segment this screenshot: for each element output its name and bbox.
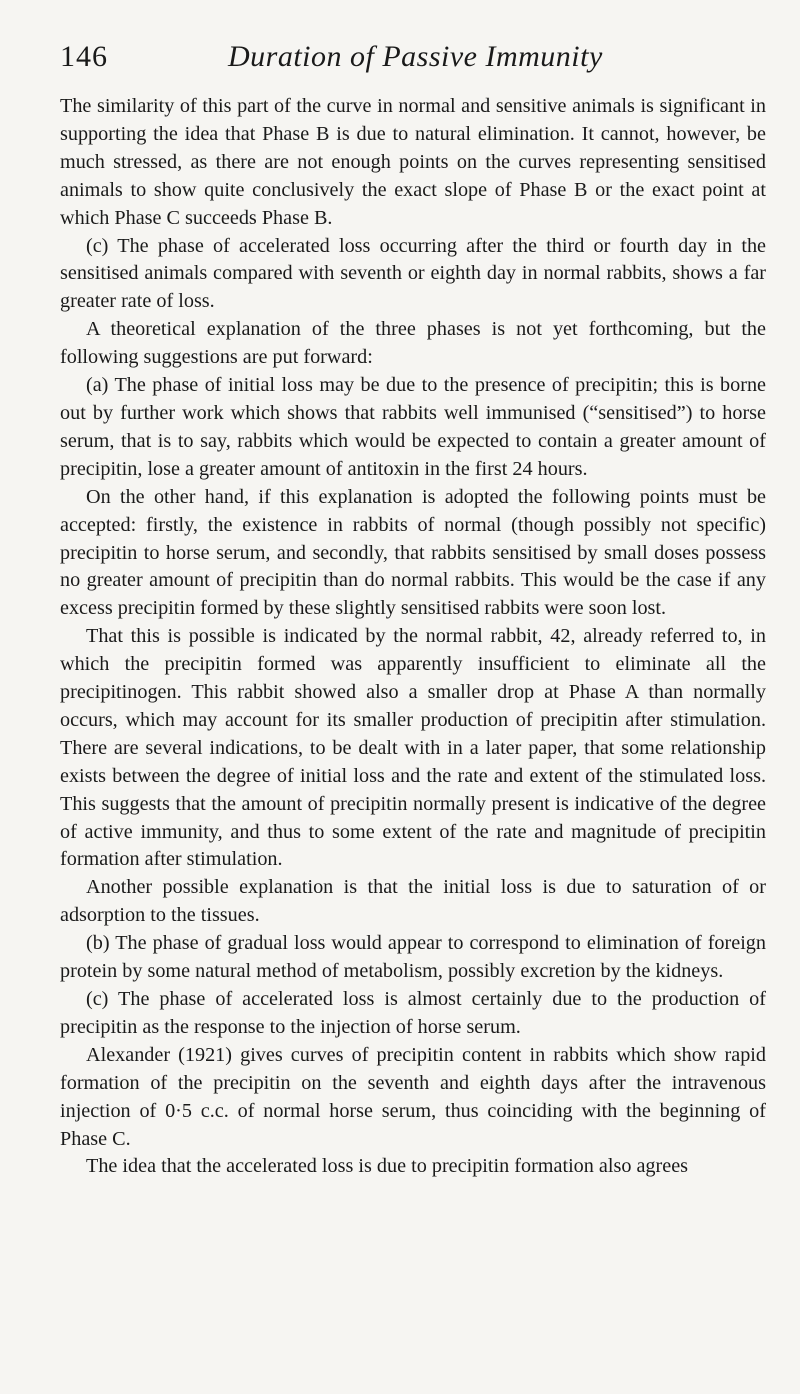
page-header [60, 40, 750, 80]
paragraph-11: The idea that the accelerated loss is due to precipitin formation also agrees [86, 1155, 689, 1178]
paragraph-5: On the other hand, if this explanation is adopted the following points must be accepted: firstly, the existence in rabbits of normal (though possibly not specific) precipitin to horse serum, and secondly, that rabbits sensitised by small doses possess no greater amount of precipitin than do normal rabbits. This would be the case if any excess precipitin formed by these slightly sensitised rabbits were soon lost. [60, 485, 766, 620]
paragraph-8: (b) The phase of gradual loss would appear to correspond to elimination of foreign protein by some natural method of metabolism, possibly excretion by the kidneys. [60, 932, 766, 983]
paragraph-4: (a) The phase of initial loss may be due to the presence of precipitin; this is borne out by further work which shows that rabbits well immunised (“sensitised”) to horse serum, that is to say, rabbits which would be expected to contain a greater amount of precipitin, lose a greater amount of antitoxin in the first 24 hours. [60, 374, 766, 480]
paragraph-1: The similarity of this part of the curve in normal and sensitive animals is significant in supporting the idea that Phase B is due to natural elimination. It cannot, however, be much stressed, as there are not enough points on the curves representing sensitised animals to show quite conclusively the exact slope of Phase B or the exact point at which Phase C succeeds Phase B. [60, 95, 766, 229]
paragraph-3: A theoretical explanation of the three phases is not yet forthcoming, but the following suggestions are put forward: [60, 318, 766, 369]
page-number: 146 [60, 40, 108, 73]
paragraph-2: (c) The phase of accelerated loss occurring after the third or fourth day in the sensitised animals compared with seventh or eighth day in normal rabbits, shows a far greater rate of loss. [60, 234, 766, 313]
body-text [60, 93, 766, 1181]
paragraph-7: Another possible explanation is that the initial loss is due to saturation of or adsorption to the tissues. [60, 876, 766, 927]
paragraph-9: (c) The phase of accelerated loss is almost certainly due to the production of precipitin as the response to the injection of horse serum. [60, 988, 766, 1038]
paragraph-6: That this is possible is indicated by the normal rabbit, 42, already referred to, in which the precipitin formed was apparently insufficient to eliminate all the precipitinogen. This rabbit showed also a smaller drop at Phase A than normally occurs, which may account for its smaller production of precipitin after stimulation. There are several indications, to be dealt with in a later paper, that some relationship exists between the degree of initial loss and the rate and extent of the stimulated loss. This suggests that the amount of precipitin normally present is indicative of the degree of active immunity, and thus to some extent of the rate and magnitude of precipitin formation after stimulation. [60, 625, 766, 871]
paragraph-10: Alexander (1921) gives curves of precipitin content in rabbits which show rapid formation of the precipitin on the seventh and eighth days after the intravenous injection of 0·5 c.c. of normal horse serum, thus coinciding with the beginning of Phase C. [60, 1043, 766, 1150]
running-title: Duration of Passive Immunity [228, 40, 603, 73]
